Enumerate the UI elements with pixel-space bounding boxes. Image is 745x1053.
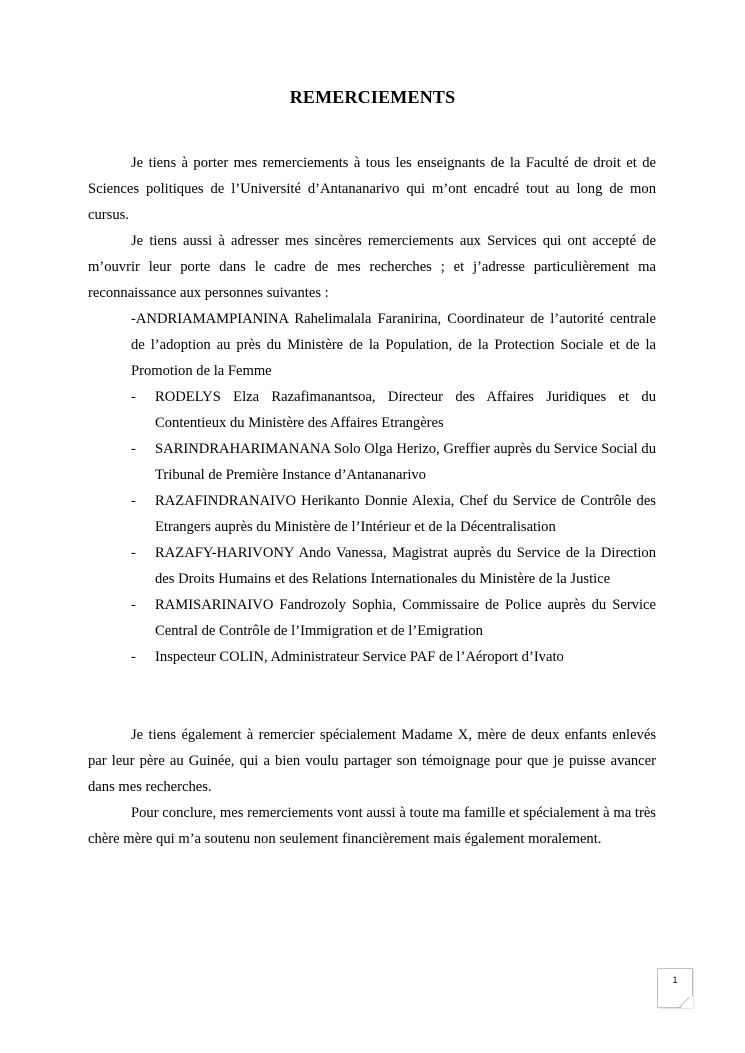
bullet-dash: - [131,441,136,457]
lead-person-item: -ANDRIAMAMPIANINA Rahelimalala Faranirina, Coordinateur de l’autorité centrale de l’adoption au près du Ministère de la Population, de la Protection Sociale et de la Promotion de la Femme [131,311,656,379]
page-number-box [657,968,693,1008]
person-text: RODELYS Elza Razafimanantsoa, Directeur des Affaires Juridiques et du Contentieux du Ministère des Affaires Etrangères [155,389,656,431]
bullet-dash: - [131,389,136,405]
list-item [131,592,656,644]
paragraph-services-thanks: Je tiens aussi à adresser mes sincères remerciements aux Services qui ont accepté de m’ouvrir leur porte dans le cadre de mes recherches ; et j’adresse particulièrement ma reconnaissance aux personnes suivantes : [88,233,656,301]
persons-list [88,384,656,670]
person-text: RAZAFINDRANAIVO Herikanto Donnie Alexia, Chef du Service de Contrôle des Etrangers auprès du Ministère de l’Intérieur et de la Décentralisation [155,493,656,535]
paragraph-faculty-thanks: Je tiens à porter mes remerciements à tous les enseignants de la Faculté de droit et de Sciences politiques de l’Université d’Antananarivo qui m’ont encadré tout au long de mon cursus. [88,155,656,223]
list-item [131,384,656,436]
section-spacer [88,670,656,722]
page-title: REMERCIEMENTS [289,87,456,107]
document-body [88,150,656,852]
page-number: 1 [672,975,678,985]
person-text: Inspecteur COLIN, Administrateur Service PAF de l’Aéroport d’Ivato [155,649,564,665]
bullet-dash: - [131,597,136,613]
list-item [131,488,656,540]
paragraph-madame-x-thanks: Je tiens également à remercier spécialement Madame X, mère de deux enfants enlevés par leur père au Guinée, qui a bien voulu partager son témoignage pour que je puisse avancer dans mes recherches. [88,727,656,795]
bullet-dash: - [131,649,136,665]
list-item [131,436,656,488]
paragraph-family-thanks: Pour conclure, mes remerciements vont aussi à toute ma famille et spécialement à ma très chère mère qui m’a soutenu non seulement financièrement mais également moralement. [88,805,656,847]
list-item [131,644,656,670]
person-text: RAMISARINAIVO Fandrozoly Sophia, Commissaire de Police auprès du Service Central de Contrôle de l’Immigration et de l’Emigration [155,597,656,639]
person-text: RAZAFY-HARIVONY Ando Vanessa, Magistrat auprès du Service de la Direction des Droits Humains et des Relations Internationales du Ministère de la Justice [155,545,656,587]
bullet-dash: - [131,545,136,561]
bullet-dash: - [131,493,136,509]
person-text: SARINDRAHARIMANANA Solo Olga Herizo, Greffier auprès du Service Social du Tribunal de Première Instance d’Antananarivo [155,441,656,483]
list-item [131,540,656,592]
